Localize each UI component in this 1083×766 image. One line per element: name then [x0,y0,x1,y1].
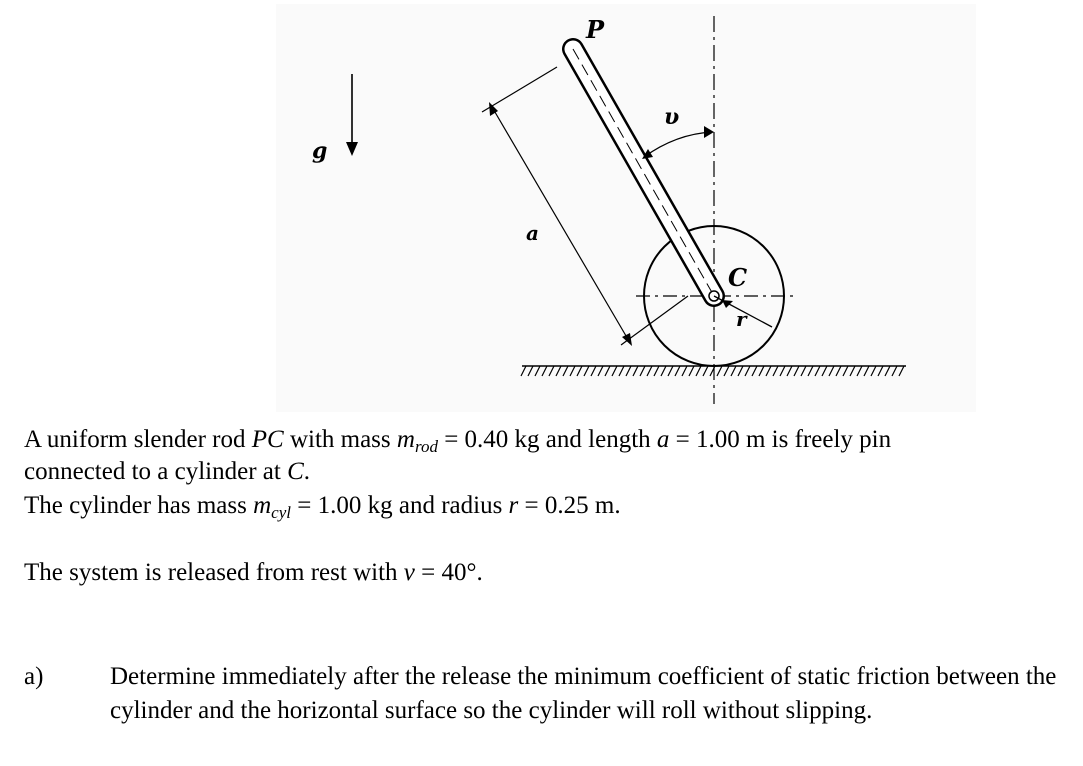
point-p-label: P [586,15,605,44]
length-arrowhead-bottom [622,333,632,346]
rod-cylinder-diagram [276,4,976,412]
radius-arrowhead [722,300,733,308]
angle-label: υ [664,104,680,130]
problem-line-1: A uniform slender rod PC with mass $m_{rod} = 0.40$ kg and length a = 1.00 m is freely pin [24,426,892,456]
gravity-arrowhead [346,142,358,156]
extension-line-bottom [621,296,688,345]
figure [276,4,976,412]
extension-line-top [482,67,557,112]
angle-arc [644,132,712,157]
problem-line-2: connected to a cylinder at C. [24,458,311,485]
question-a-text: Determine immediately after the release the minimum coefficient of static friction between the cylinder and the horizontal surface so the cylinder will roll without slipping. [110,663,1057,724]
angle-arrowhead [704,126,714,138]
radius-label: r [736,307,747,331]
question-a-label: a) [24,663,44,690]
rod [573,49,714,296]
problem-line-4: The system is released from rest with v = 40°. [24,559,483,586]
gravity-label: g [312,138,328,164]
center-label: C [728,263,748,292]
ground-hatch-marks [521,366,904,376]
problem-line-3: The cylinder has mass $m_{cyl} = 1.00$ kg and radius r = 0.25 m. [24,492,621,522]
length-dimension-line [492,107,629,341]
length-label: a [526,221,539,245]
